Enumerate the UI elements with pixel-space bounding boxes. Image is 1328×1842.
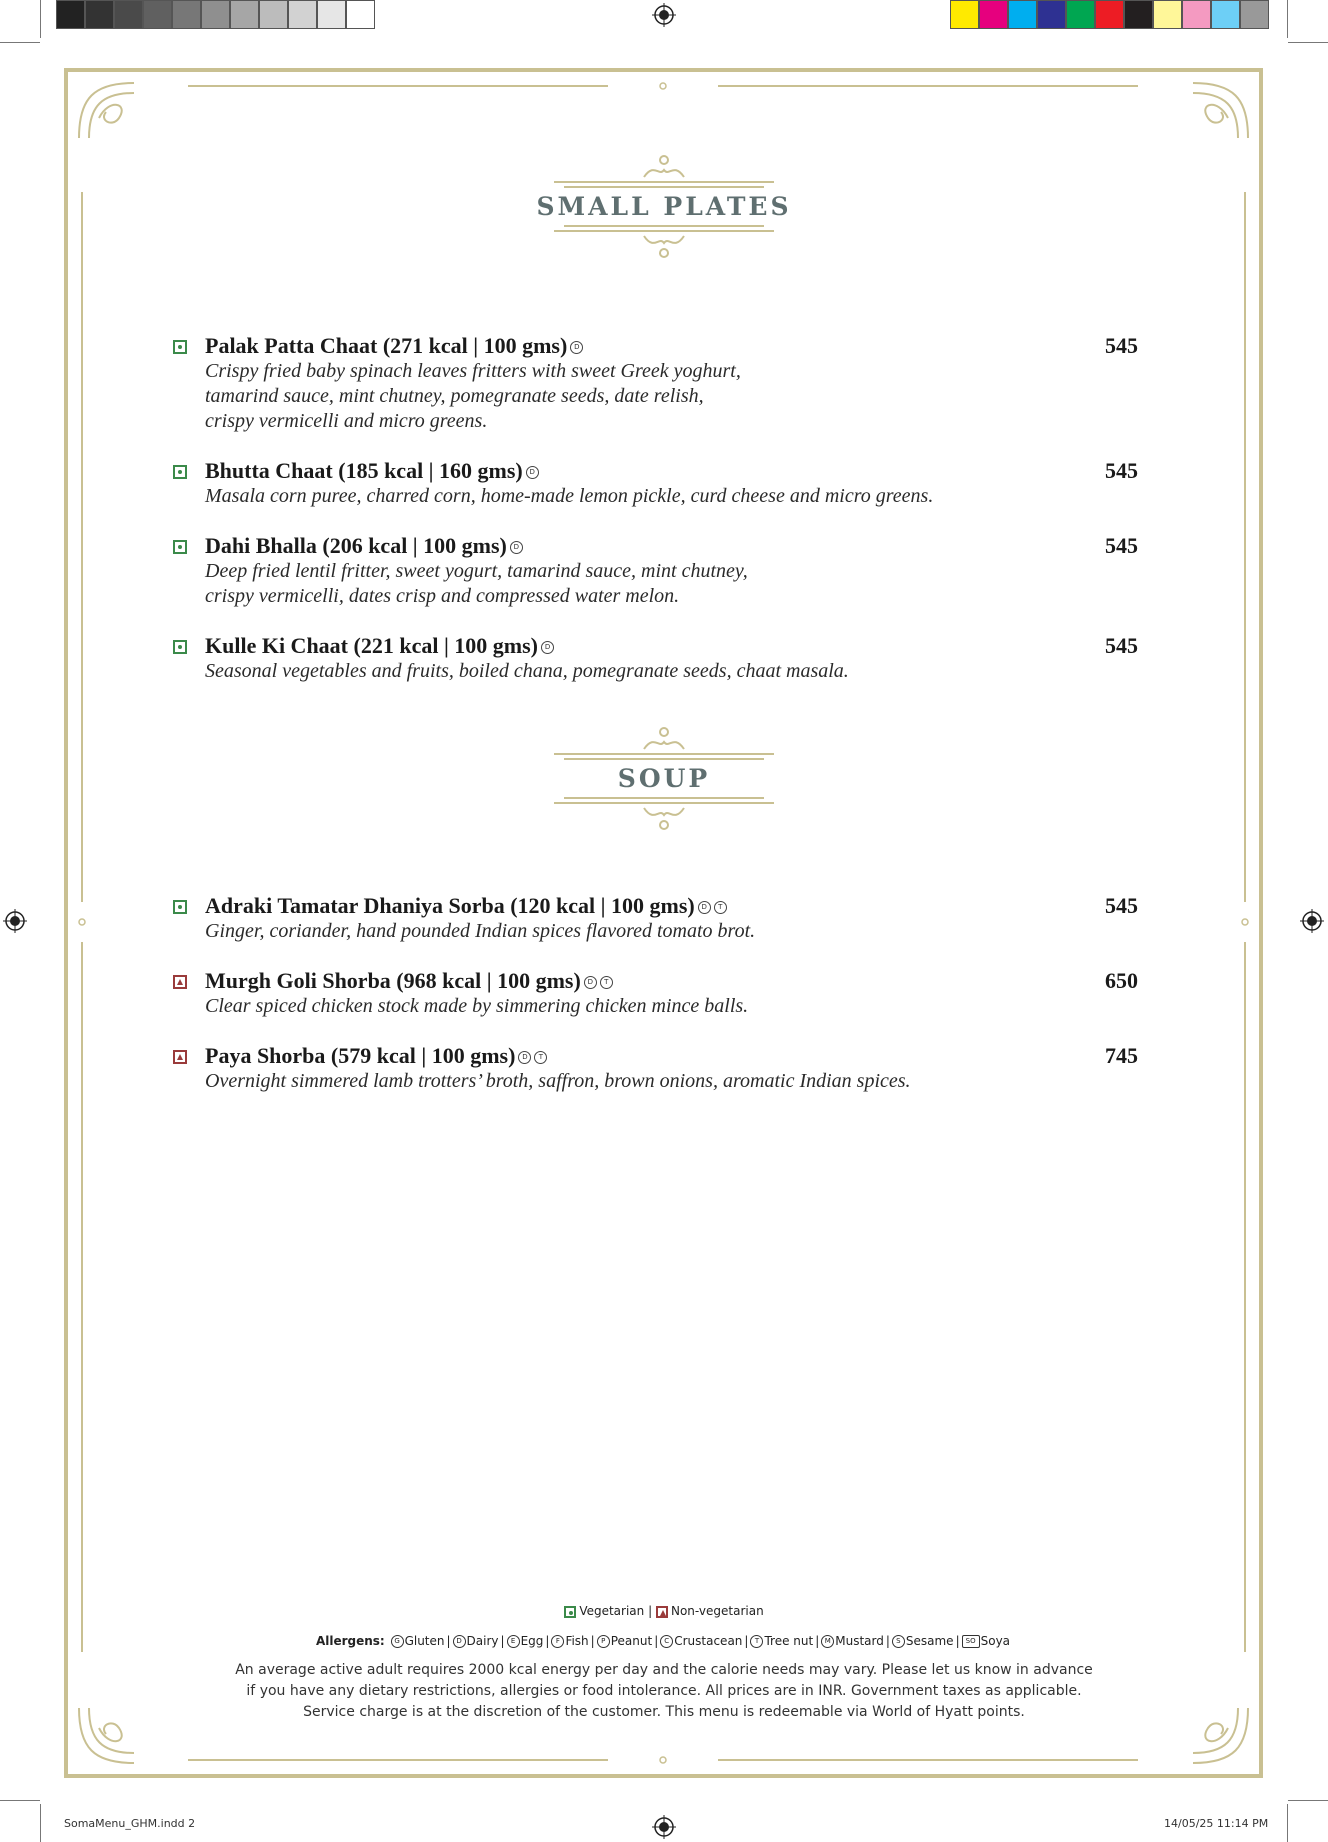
menu-item-text <box>205 533 1065 609</box>
allergen-key-item <box>892 1634 954 1648</box>
menu-item-description <box>205 1069 1065 1094</box>
allergen-key-item <box>551 1634 588 1648</box>
description-line: Masala corn puree, charred corn, home-made lemon pickle, curd cheese and micro greens. <box>205 485 934 507</box>
crop-mark <box>0 1800 40 1801</box>
crop-mark <box>0 42 40 43</box>
crop-mark <box>1287 0 1288 38</box>
color-swatch <box>317 0 346 29</box>
allergen-name: Mustard <box>835 1634 884 1648</box>
color-swatch <box>201 0 230 29</box>
menu-item-price: 545 <box>1105 893 1138 918</box>
menu-item-name <box>205 968 1065 994</box>
registration-mark-icon <box>3 909 27 933</box>
ornament-bottom-icon <box>549 793 779 833</box>
description-line: tamarind sauce, mint chutney, pomegranate seeds, date relish, <box>205 385 704 407</box>
separator: | <box>545 1634 550 1648</box>
nonveg-symbol-icon <box>173 1050 187 1064</box>
allergen-symbol-icon: E <box>507 1635 520 1648</box>
legend-non-vegetarian: Non-vegetarian <box>670 1604 764 1618</box>
menu-item-name <box>205 893 1065 919</box>
menu-item-name-text: Palak Patta Chaat (271 kcal | 100 gms) <box>205 333 568 358</box>
separator: | <box>744 1634 749 1648</box>
separator: | <box>446 1634 451 1648</box>
separator: | <box>955 1634 960 1648</box>
legend-vegetarian: Vegetarian <box>579 1604 645 1618</box>
slug-filename: SomaMenu_GHM.indd 2 <box>64 1817 196 1830</box>
allergen-name: Egg <box>520 1634 544 1648</box>
description-line: Ginger, coriander, hand pounded Indian spices flavored tomato brot. <box>205 920 756 942</box>
allergen-d-icon: D <box>526 466 539 479</box>
color-swatch <box>1240 0 1269 29</box>
allergen-d-icon: D <box>584 976 597 989</box>
color-swatch <box>1124 0 1153 29</box>
menu-item-price: 745 <box>1105 1043 1138 1068</box>
menu-item-price: 545 <box>1105 533 1138 558</box>
menu-item-name-text: Bhutta Chaat (185 kcal | 160 gms) <box>205 458 523 483</box>
menu-item-price: 545 <box>1105 333 1138 358</box>
color-swatch <box>288 0 317 29</box>
disclaimer-line: Service charge is at the discretion of the customer. This menu is redeemable via World of Hyatt points. <box>303 1704 1025 1720</box>
allergen-d-icon: D <box>541 641 554 654</box>
color-swatch <box>1037 0 1066 29</box>
menu-item-name-text: Murgh Goli Shorba (968 kcal | 100 gms) <box>205 968 581 993</box>
ornament-bottom-icon <box>549 221 779 261</box>
crop-mark <box>40 1804 41 1842</box>
allergen-symbol-icon: C <box>660 1635 673 1648</box>
menu-item-description <box>205 484 1065 509</box>
allergen-name: Sesame <box>905 1634 954 1648</box>
description-line: Overnight simmered lamb trotters’ broth, saffron, brown onions, aromatic Indian spices. <box>205 1070 911 1092</box>
allergen-key-item <box>453 1634 499 1648</box>
description-line: Seasonal vegetables and fruits, boiled chana, pomegranate seeds, chaat masala. <box>205 660 849 682</box>
allergen-key-item <box>750 1634 813 1648</box>
menu-item-price: 545 <box>1105 633 1138 658</box>
allergen-key-item <box>821 1634 884 1648</box>
color-swatch <box>56 0 85 29</box>
allergen-key-item <box>962 1634 1010 1648</box>
grayscale-color-bar <box>56 0 375 30</box>
menu-item-text <box>205 1043 1065 1094</box>
veg-symbol-icon <box>173 465 187 479</box>
menu-item-name-text: Paya Shorba (579 kcal | 100 gms) <box>205 1043 516 1068</box>
ornament-top-icon <box>549 152 779 192</box>
allergen-name: Crustacean <box>674 1634 743 1648</box>
allergen-list <box>389 1634 1012 1648</box>
allergen-d-icon: D <box>510 541 523 554</box>
disclaimer-line: if you have any dietary restrictions, allergies or food intolerance. All prices are in INR. Government taxes as applicable. <box>246 1683 1082 1699</box>
menu-item-text <box>205 333 1065 434</box>
allergen-name: Tree nut <box>764 1634 814 1648</box>
legend-separator: | <box>648 1604 653 1618</box>
color-swatch <box>979 0 1008 29</box>
menu-item-text <box>205 968 1065 1019</box>
crop-mark <box>40 0 41 38</box>
color-swatch <box>143 0 172 29</box>
menu-item-name <box>205 333 1065 359</box>
veg-symbol-icon <box>564 1606 576 1618</box>
crop-mark <box>1288 42 1328 43</box>
veg-symbol-icon <box>173 900 187 914</box>
slug-timestamp: 14/05/25 11:14 PM <box>1164 1817 1269 1830</box>
description-line: crispy vermicelli, dates crisp and compressed water melon. <box>205 585 680 607</box>
disclaimer-line: An average active adult requires 2000 kcal energy per day and the calorie needs may vary. Please let us know in advance <box>235 1662 1093 1678</box>
section-title: SMALL PLATES <box>536 192 792 221</box>
allergen-name: Gluten <box>404 1634 445 1648</box>
allergen-key-item <box>391 1634 445 1648</box>
description-line: Clear spiced chicken stock made by simmering chicken mince balls. <box>205 995 749 1017</box>
separator: | <box>654 1634 659 1648</box>
section-title: SOUP <box>617 764 711 793</box>
nonveg-symbol-icon <box>173 975 187 989</box>
color-swatch <box>259 0 288 29</box>
veg-symbol-icon <box>173 540 187 554</box>
allergens-label: Allergens: <box>315 1634 385 1648</box>
description-line: Deep fried lentil fritter, sweet yogurt, tamarind sauce, mint chutney, <box>205 560 748 582</box>
color-swatch <box>1153 0 1182 29</box>
menu-item-name <box>205 1043 1065 1069</box>
color-swatch <box>1066 0 1095 29</box>
menu-item-price: 650 <box>1105 968 1138 993</box>
allergen-name: Peanut <box>610 1634 653 1648</box>
allergen-symbol-icon: T <box>750 1635 763 1648</box>
allergen-key-item <box>660 1634 742 1648</box>
allergen-t-icon: T <box>600 976 613 989</box>
color-swatch <box>1008 0 1037 29</box>
process-color-bar <box>950 0 1269 30</box>
crop-mark <box>1287 1804 1288 1842</box>
menu-item-name <box>205 533 1065 559</box>
menu-item-text <box>205 458 1065 509</box>
registration-mark-icon <box>652 1815 676 1839</box>
menu-item-name-text: Dahi Bhalla (206 kcal | 100 gms) <box>205 533 507 558</box>
disclaimer <box>0 1660 1328 1723</box>
allergen-key-item <box>507 1634 544 1648</box>
ornament-top-icon <box>549 724 779 764</box>
allergen-key <box>0 1634 1328 1648</box>
color-swatch <box>114 0 143 29</box>
color-swatch <box>1211 0 1240 29</box>
menu-item-text <box>205 893 1065 944</box>
allergen-symbol-icon: S <box>892 1635 905 1648</box>
menu-item-price: 545 <box>1105 458 1138 483</box>
allergen-symbol-icon: P <box>597 1635 610 1648</box>
menu-item-text <box>205 633 1065 684</box>
allergen-d-icon: D <box>518 1051 531 1064</box>
section-header-small-plates <box>0 152 1328 261</box>
separator: | <box>885 1634 890 1648</box>
color-swatch <box>346 0 375 29</box>
color-swatch <box>230 0 259 29</box>
allergen-symbol-icon: G <box>391 1635 404 1648</box>
menu-item-description <box>205 994 1065 1019</box>
color-swatch <box>172 0 201 29</box>
allergen-name: Dairy <box>466 1634 499 1648</box>
menu-item-name <box>205 633 1065 659</box>
nonveg-symbol-icon <box>656 1606 668 1618</box>
description-line: Crispy fried baby spinach leaves fritters with sweet Greek yoghurt, <box>205 360 741 382</box>
menu-item-description <box>205 919 1065 944</box>
allergen-name: Fish <box>565 1634 589 1648</box>
menu-item-name-text: Adraki Tamatar Dhaniya Sorba (120 kcal | 100 gms) <box>205 893 695 918</box>
color-swatch <box>1095 0 1124 29</box>
crop-mark <box>1288 1800 1328 1801</box>
menu-item-name <box>205 458 1065 484</box>
veg-symbol-icon <box>173 340 187 354</box>
allergen-symbol-icon: SO <box>962 1635 980 1648</box>
separator: | <box>500 1634 505 1648</box>
menu-item-name-text: Kulle Ki Chaat (221 kcal | 100 gms) <box>205 633 539 658</box>
allergen-key-item <box>597 1634 652 1648</box>
section-header-soup <box>0 724 1328 833</box>
color-swatch <box>85 0 114 29</box>
allergen-symbol-icon: M <box>821 1635 834 1648</box>
menu-item-description <box>205 659 1065 684</box>
separator: | <box>815 1634 820 1648</box>
diet-legend <box>0 1604 1328 1618</box>
menu-item-description <box>205 559 1065 609</box>
registration-mark-icon <box>652 3 676 27</box>
registration-mark-icon <box>1300 909 1324 933</box>
allergen-d-icon: D <box>570 341 583 354</box>
description-line: crispy vermicelli and micro greens. <box>205 410 488 432</box>
menu-item-description <box>205 359 1065 434</box>
allergen-name: Soya <box>980 1634 1011 1648</box>
allergen-symbol-icon: D <box>453 1635 466 1648</box>
separator: | <box>590 1634 595 1648</box>
allergen-d-icon: D <box>698 901 711 914</box>
allergen-symbol-icon: F <box>551 1635 564 1648</box>
color-swatch <box>950 0 979 29</box>
allergen-t-icon: T <box>714 901 727 914</box>
allergen-t-icon: T <box>534 1051 547 1064</box>
color-swatch <box>1182 0 1211 29</box>
veg-symbol-icon <box>173 640 187 654</box>
